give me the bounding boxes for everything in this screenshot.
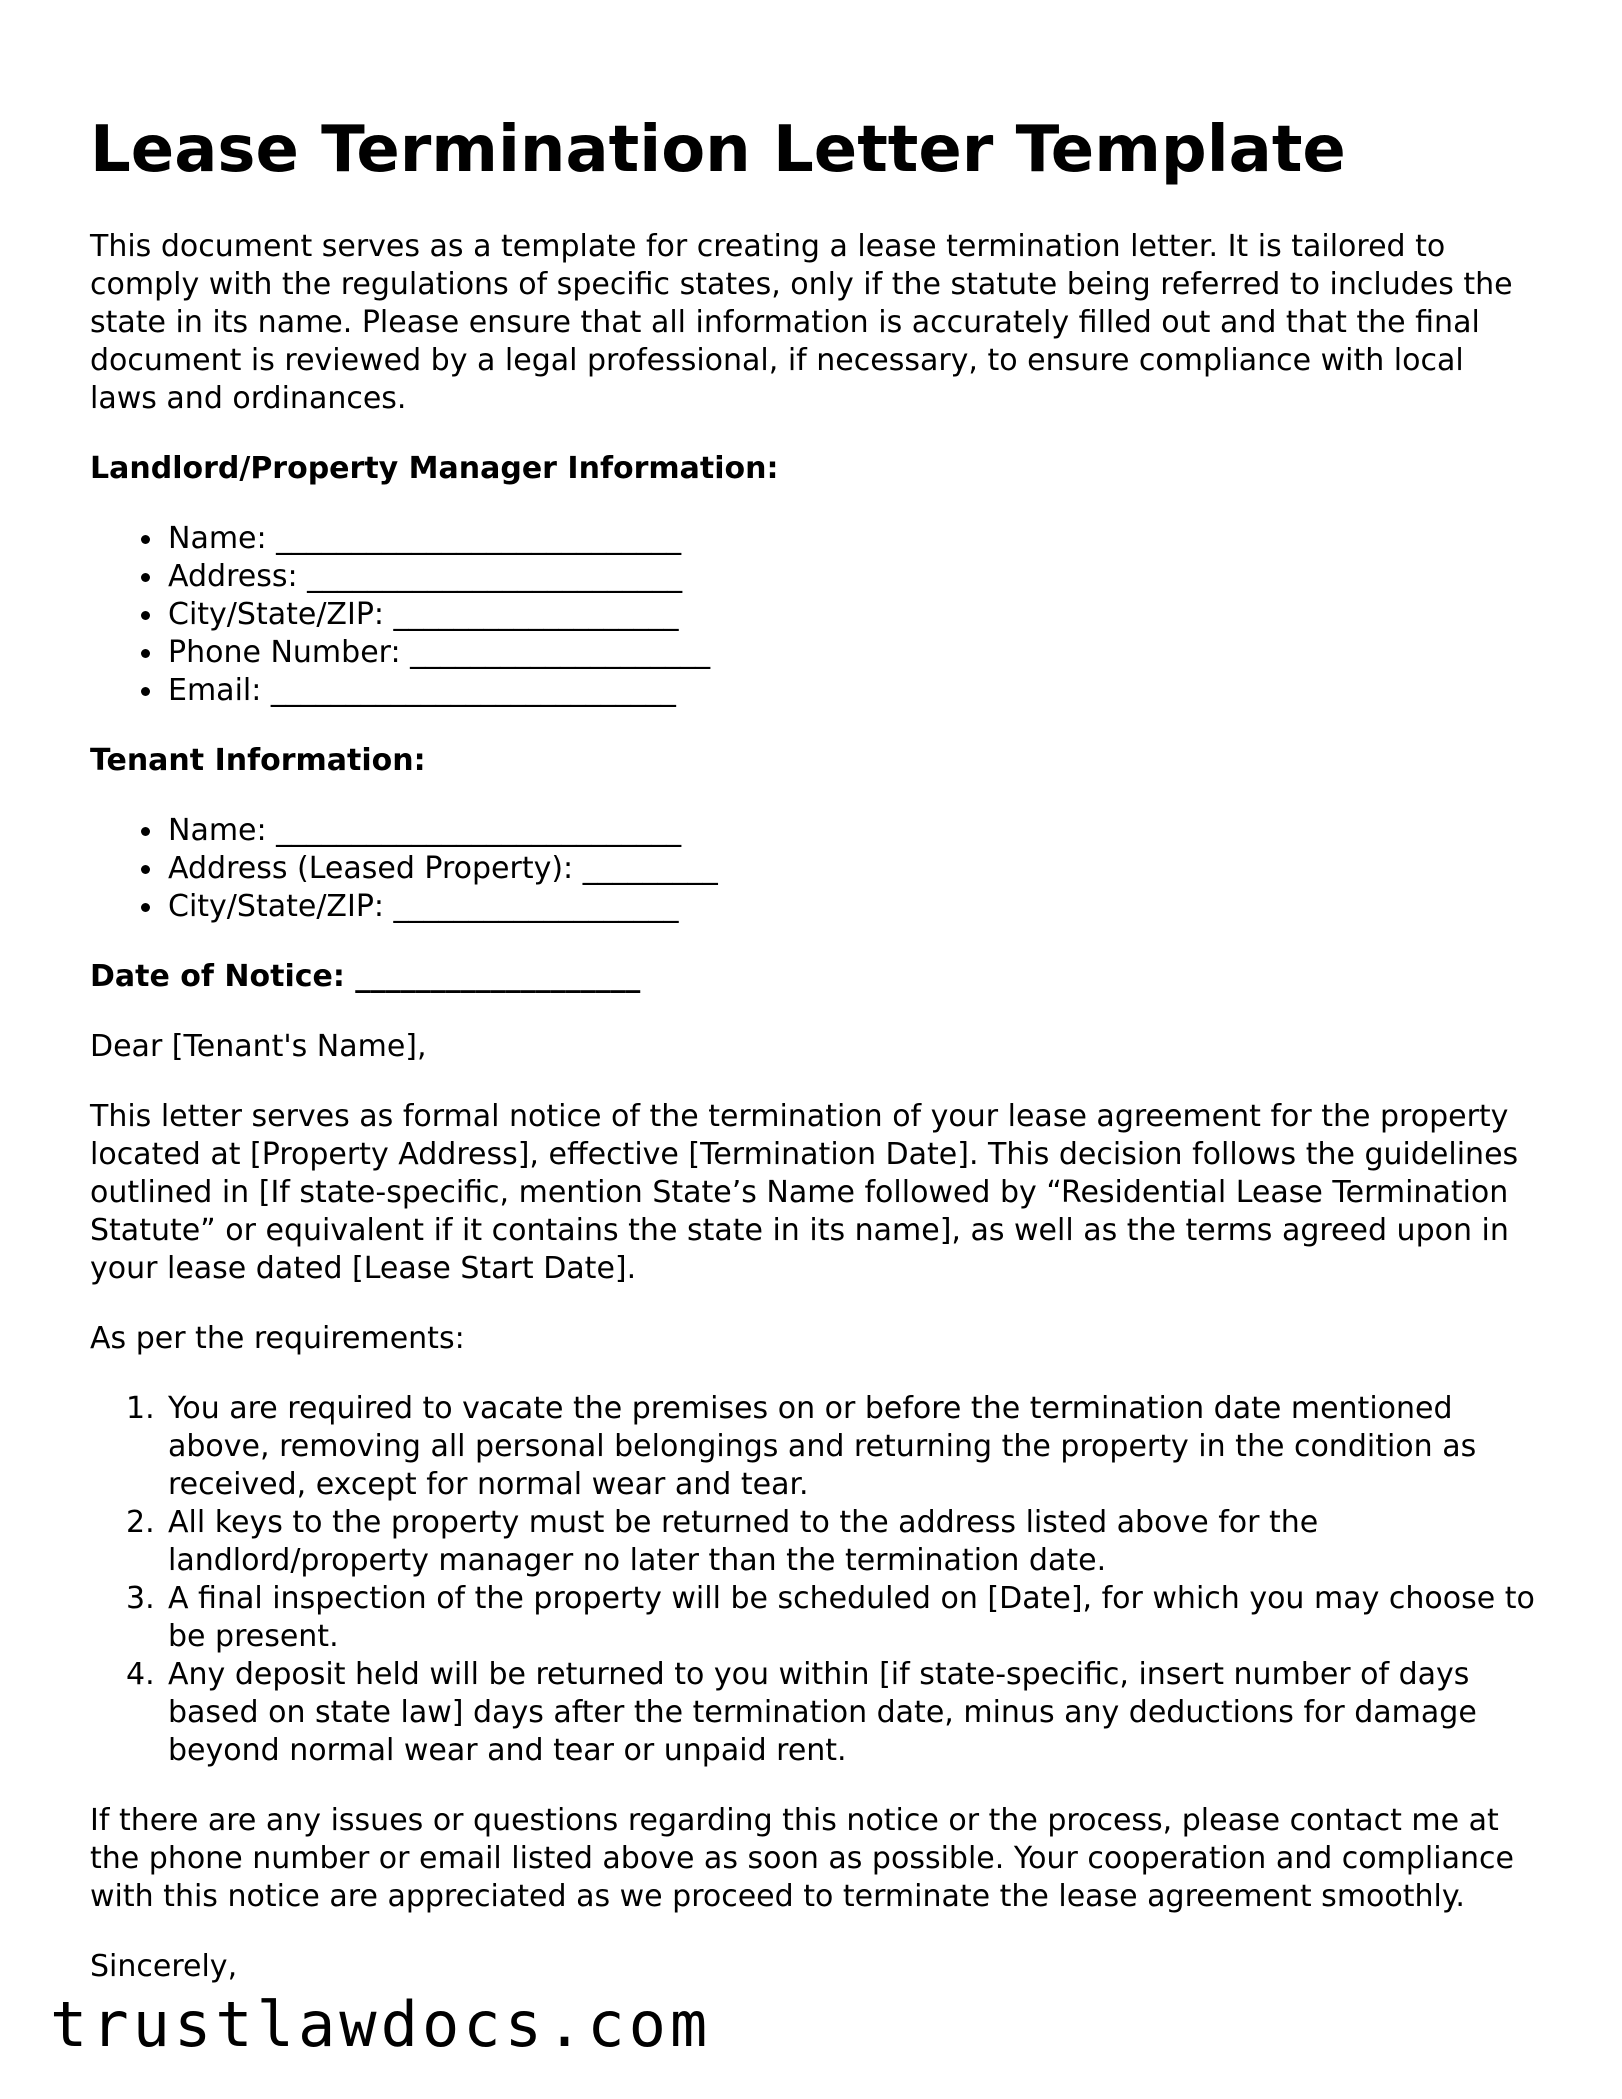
tenant-fields-list xyxy=(90,812,1540,926)
requirement-number: 1. xyxy=(126,1391,155,1426)
intro-paragraph: This document serves as a template for creating a lease termination letter. It is tailored to comply with the regulations of specific states, only if the statute being referred to includes the state in its name. Please ensure that all information is accurately filled out and that the final document is reviewed by a legal professional, if necessary, to ensure compliance with local laws and ordinances. xyxy=(90,229,1513,416)
date-of-notice: Date of Notice: ___________________ xyxy=(90,959,641,994)
requirement-text: You are required to vacate the premises on or before the termination date mentioned above, removing all personal belongings and returning the property in the condition as received, except for normal wear and tear. xyxy=(168,1391,1477,1502)
tenant-address-field: Address (Leased Property): _________ xyxy=(168,850,1540,888)
document-page xyxy=(90,110,1540,2018)
document-title: Lease Termination Letter Template xyxy=(90,113,1346,187)
requirement-item xyxy=(126,1504,1540,1580)
body-paragraph: This letter serves as formal notice of the termination of your lease agreement for the property located at [Property Address], effective [Termination Date]. This decision follows the guidelines outlined in [If state-specific, mention State’s Name followed by “Residential Lease Termination Statute” or equivalent if it contains the state in its name], as well as the terms agreed upon in your lease dated [Lease Start Date]. xyxy=(90,1099,1519,1286)
landlord-phone-field: Phone Number: ____________________ xyxy=(168,634,1540,672)
watermark-logo: trustlawdocs.com xyxy=(50,1988,712,2061)
landlord-section-heading: Landlord/Property Manager Information: xyxy=(90,451,779,486)
requirement-number: 3. xyxy=(126,1581,155,1616)
landlord-email-field: Email: ___________________________ xyxy=(168,672,1540,710)
closing-paragraph: If there are any issues or questions regarding this notice or the process, please contact me at the phone number or email listed above as soon as possible. Your cooperation and compliance with this notice are appreciated as we proceed to terminate the lease agreement smoothly. xyxy=(90,1803,1514,1914)
landlord-city-state-zip-field: City/State/ZIP: ___________________ xyxy=(168,596,1540,634)
requirements-intro: As per the requirements: xyxy=(90,1321,465,1356)
requirements-list xyxy=(90,1390,1540,1770)
requirement-text: A final inspection of the property will be scheduled on [Date], for which you may choose to be present. xyxy=(168,1581,1535,1654)
salutation: Dear [Tenant's Name], xyxy=(90,1029,427,1064)
tenant-name-field: Name: ___________________________ xyxy=(168,812,1540,850)
tenant-city-state-zip-field: City/State/ZIP: ___________________ xyxy=(168,888,1540,926)
requirement-text: Any deposit held will be returned to you within [if state-specific, insert number of days based on state law] days after the termination date, minus any deductions for damage beyond normal wear and tear or unpaid rent. xyxy=(168,1657,1477,1768)
requirement-text: All keys to the property must be returned to the address listed above for the landlord/property manager no later than the termination date. xyxy=(168,1505,1319,1578)
requirement-item xyxy=(126,1390,1540,1504)
signoff: Sincerely, xyxy=(90,1949,238,1984)
landlord-fields-list xyxy=(90,520,1540,710)
landlord-address-field: Address: _________________________ xyxy=(168,558,1540,596)
requirement-number: 4. xyxy=(126,1657,155,1692)
requirement-item xyxy=(126,1656,1540,1770)
tenant-section-heading: Tenant Information: xyxy=(90,743,426,778)
requirement-item xyxy=(126,1580,1540,1656)
landlord-name-field: Name: ___________________________ xyxy=(168,520,1540,558)
requirement-number: 2. xyxy=(126,1505,155,1540)
